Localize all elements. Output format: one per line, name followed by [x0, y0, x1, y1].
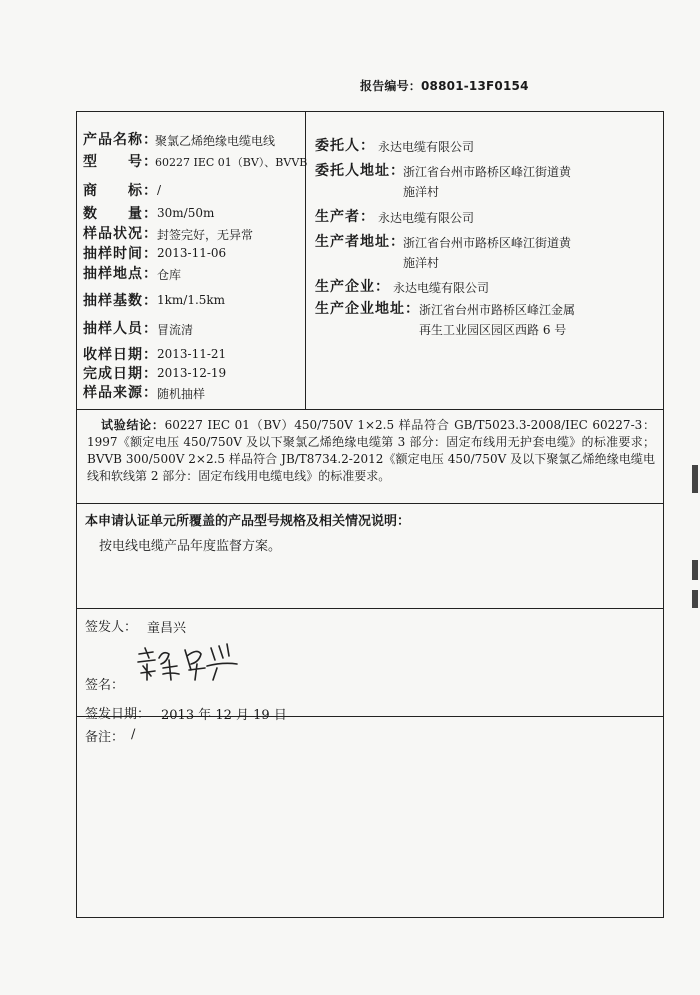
sampling-place-value: 仓库 — [157, 268, 182, 282]
received-date-value: 2013-11-21 — [157, 347, 227, 361]
issue-date-label: 签发日期： — [85, 707, 151, 722]
factory-address-line2: 再生工业园区园区西路 6 号 — [419, 323, 567, 337]
factory-address-line1: 浙江省台州市路桥区峰江金属 — [419, 303, 576, 317]
client-address-line1: 浙江省台州市路桥区峰江街道黄 — [403, 165, 572, 179]
sampling-place-label: 抽样地点： — [83, 266, 158, 282]
issuer-label: 签发人： — [85, 620, 138, 635]
client-address-line2: 施洋村 — [403, 185, 440, 199]
producer-address-line2: 施洋村 — [403, 256, 440, 270]
sample-source-value: 随机抽样 — [157, 387, 206, 401]
sampling-base-value: 1km/1.5km — [157, 293, 226, 307]
report-number: 报告编号：08801-13F0154 — [360, 79, 529, 93]
completed-date-value: 2013-12-19 — [157, 366, 227, 380]
product-name-value: 聚氯乙烯绝缘电缆电线 — [155, 134, 276, 148]
client-address-label: 委托人地址： — [315, 163, 405, 179]
trademark-label: 商 标： — [83, 183, 158, 199]
producer-address-line1: 浙江省台州市路桥区峰江街道黄 — [403, 236, 572, 250]
issuer-value: 童昌兴 — [147, 621, 187, 636]
sample-source-label: 样品来源： — [83, 385, 158, 401]
scan-edge-mark — [692, 560, 698, 580]
quantity-value: 30m/50m — [157, 206, 215, 220]
factory-label: 生产企业： — [315, 279, 390, 295]
trademark-value: / — [157, 183, 162, 197]
sampler-label: 抽样人员： — [83, 321, 158, 337]
received-date-label: 收样日期： — [83, 347, 158, 363]
scope-text: 按电线电缆产品年度监督方案。 — [99, 539, 282, 554]
remarks-value: / — [131, 727, 136, 742]
remarks-label: 备注： — [85, 730, 125, 745]
factory-value: 永达电缆有限公司 — [393, 281, 490, 295]
sample-condition-value: 封签完好，无异常 — [157, 228, 254, 242]
client-label: 委托人： — [315, 138, 375, 154]
sampling-base-label: 抽样基数： — [83, 293, 158, 309]
divider-issuer — [77, 608, 663, 609]
client-value: 永达电缆有限公司 — [378, 140, 475, 154]
conclusion-text: 60227 IEC 01（BV）450/750V 1×2.5 样品符合 GB/T5023.3-2008/IEC 60227-3：1997《额定电压 450/750V 及以下聚氯乙烯绝缘电缆第 3 部分：固定布线用无护套电缆》的标准要求；BVVB 300/500V 2×2.5 样品符合 JB/T8734.2-2012《额定电压 450/750V 及以下聚氯乙烯绝缘电缆电线和软线第 2 部分：固定布线用电缆电线》的标准要求。 — [87, 418, 655, 483]
sampling-time-value: 2013-11-06 — [157, 246, 227, 260]
report-table — [76, 111, 664, 918]
test-conclusion — [87, 417, 655, 485]
issue-date-value: 2013 年 12 月 19 日 — [161, 708, 287, 723]
factory-address-label: 生产企业地址： — [315, 301, 420, 317]
product-name-label: 产品名称： — [83, 132, 158, 148]
model-value: 60227 IEC 01（BV）、BVVB — [155, 156, 308, 169]
producer-label: 生产者： — [315, 209, 375, 225]
divider-scope — [77, 503, 663, 504]
conclusion-label: 试验结论： — [101, 418, 165, 432]
scan-edge-mark — [692, 590, 698, 608]
signature-label: 签名： — [85, 678, 125, 693]
quantity-label: 数 量： — [83, 206, 158, 222]
sample-condition-label: 样品状况： — [83, 226, 158, 242]
producer-value: 永达电缆有限公司 — [378, 211, 475, 225]
scope-label: 本申请认证单元所覆盖的产品型号规格及相关情况说明： — [85, 514, 411, 529]
divider-conclusion — [77, 409, 663, 410]
handwritten-signature — [133, 640, 245, 684]
model-label: 型 号： — [83, 154, 158, 170]
sampler-value: 冒流清 — [157, 323, 194, 337]
sampling-time-label: 抽样时间： — [83, 246, 158, 262]
completed-date-label: 完成日期： — [83, 366, 158, 382]
scan-edge-mark — [692, 465, 698, 493]
producer-address-label: 生产者地址： — [315, 234, 405, 250]
